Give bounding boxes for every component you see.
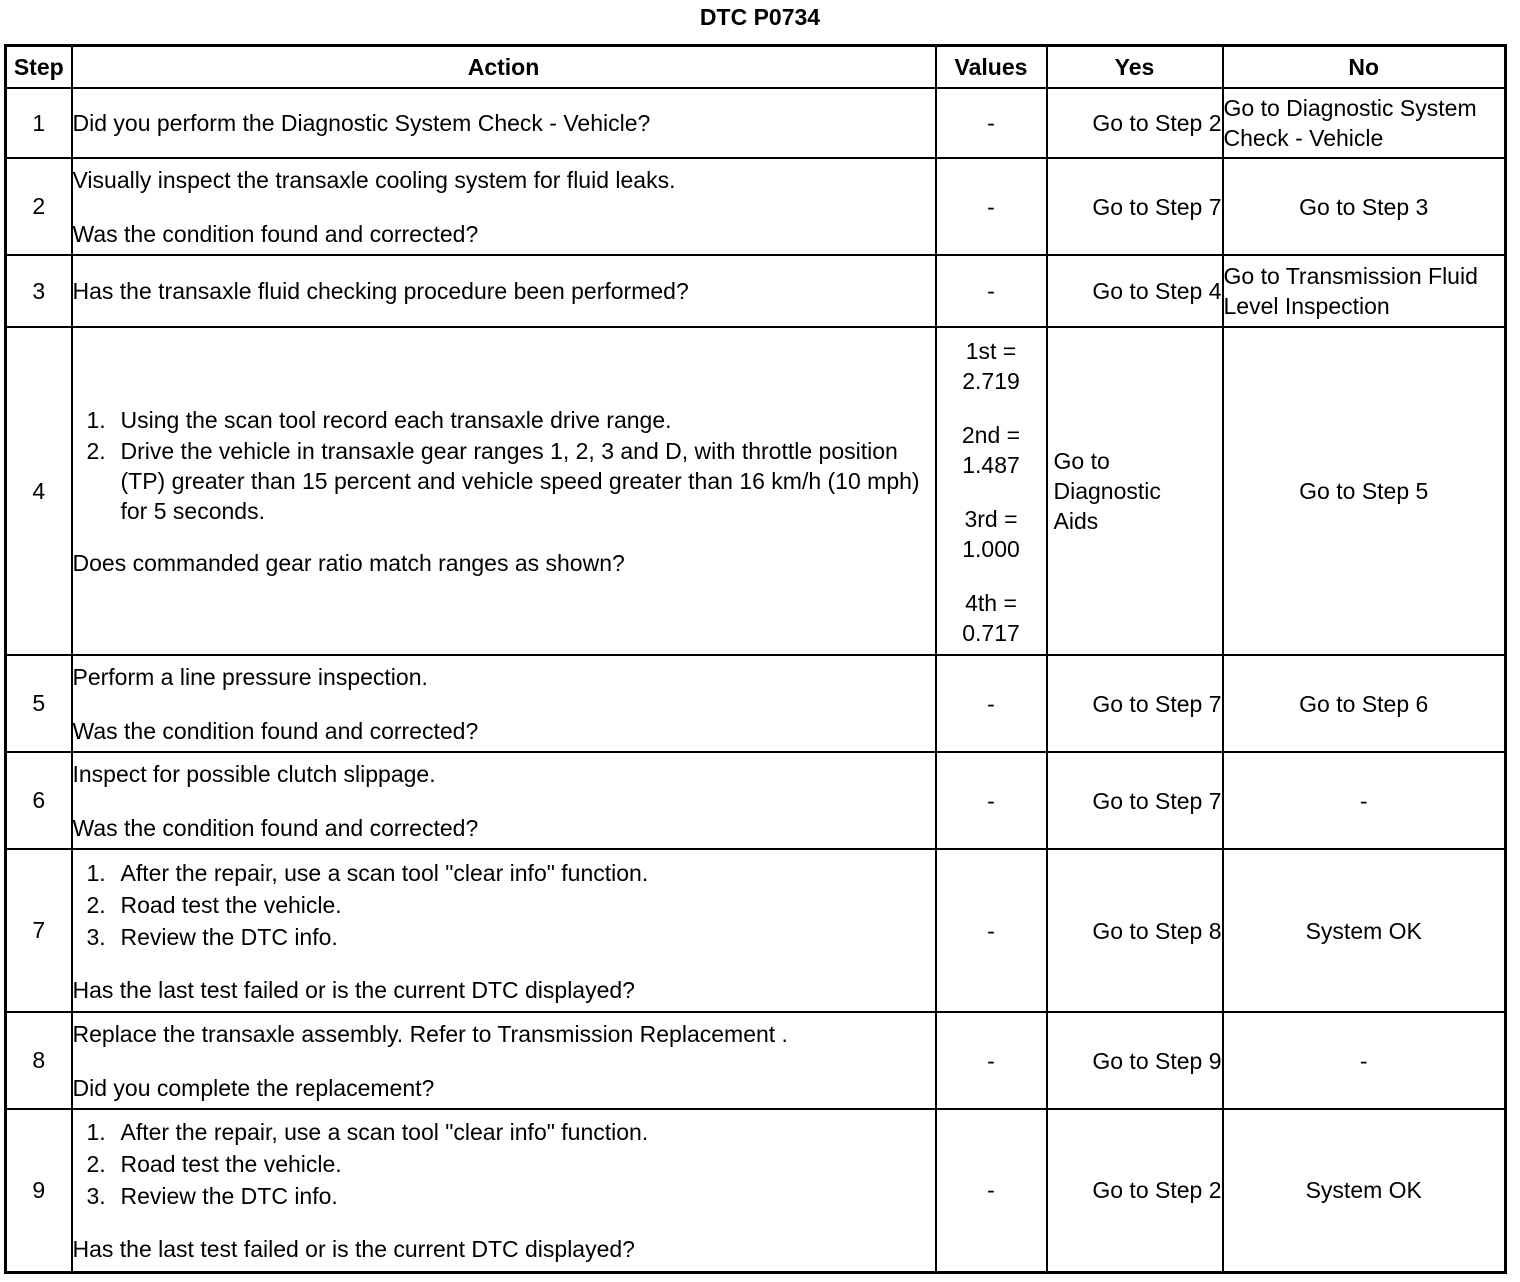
- step-number: 8: [6, 1012, 72, 1109]
- action-cell: [72, 752, 936, 849]
- no-cell: Go to Step 6: [1223, 655, 1506, 752]
- action-cell: [72, 1012, 936, 1109]
- yes-cell: Go to Step 4: [1047, 255, 1223, 327]
- header-values: Values: [936, 46, 1047, 89]
- step-number: 3: [6, 255, 72, 327]
- values-cell: -: [936, 158, 1047, 255]
- table-row: [6, 849, 1506, 1012]
- list-text: Road test the vehicle.: [120, 891, 342, 918]
- action-text: Inspect for possible clutch slippage.: [72, 760, 436, 787]
- action-text: Did you perform the Diagnostic System Check - Vehicle?: [72, 110, 651, 136]
- list-number: 1.: [86, 407, 106, 433]
- list-item: [73, 1180, 935, 1212]
- action-question: Does commanded gear ratio match ranges as shown?: [72, 550, 625, 576]
- values-cell: [936, 327, 1047, 655]
- action-text: Visually inspect the transaxle cooling system for fluid leaks.: [72, 166, 676, 193]
- action-cell: [72, 255, 936, 327]
- list-text: Review the DTC info.: [120, 1183, 338, 1210]
- action-cell: [72, 158, 936, 255]
- action-text: Perform a line pressure inspection.: [72, 663, 428, 690]
- action-steps-list: [73, 404, 935, 526]
- yes-cell: Go to Step 8: [1047, 849, 1223, 1012]
- values-cell: -: [936, 1012, 1047, 1109]
- table-row: [6, 327, 1506, 655]
- step-number: 6: [6, 752, 72, 849]
- list-text: Using the scan tool record each transaxle drive range.: [120, 407, 672, 433]
- list-text: Road test the vehicle.: [120, 1151, 342, 1178]
- step-number: 7: [6, 849, 72, 1012]
- header-row: [6, 46, 1506, 89]
- list-item: [73, 404, 935, 436]
- gear-ratio-value: 3rd = 1.000: [962, 506, 1020, 562]
- action-question: Was the condition found and corrected?: [72, 814, 479, 841]
- action-steps-list: [73, 1116, 935, 1212]
- table-row: [6, 158, 1506, 255]
- diagnostic-table: [4, 44, 1507, 1274]
- list-number: 1.: [86, 1119, 106, 1146]
- yes-cell: Go to Step 7: [1047, 752, 1223, 849]
- header-yes: Yes: [1047, 46, 1223, 89]
- list-number: 2.: [86, 1151, 106, 1178]
- list-text: After the repair, use a scan tool "clear info" function.: [120, 859, 649, 886]
- header-no: No: [1223, 46, 1506, 89]
- no-cell: Go to Step 3: [1223, 158, 1506, 255]
- list-text: Drive the vehicle in transaxle gear ranges 1, 2, 3 and D, with throttle position (TP) greater than 15 percent and vehicle speed greater than 16 km/h (10 mph) for 5 seconds.: [120, 438, 920, 524]
- no-cell: Go to Transmission Fluid Level Inspection: [1223, 255, 1506, 327]
- yes-cell: Go to Step 2: [1047, 88, 1223, 158]
- no-cell: -: [1223, 1012, 1506, 1109]
- action-steps-list: [73, 857, 935, 953]
- list-item: [73, 857, 935, 889]
- table-row: [6, 88, 1506, 158]
- action-question: Did you complete the replacement?: [72, 1074, 435, 1101]
- action-question: Has the last test failed or is the current DTC displayed?: [72, 976, 635, 1003]
- action-cell: [72, 327, 936, 655]
- step-number: 5: [6, 655, 72, 752]
- table-row: [6, 1109, 1506, 1272]
- step-number: 9: [6, 1109, 72, 1272]
- gear-ratio-value: 2nd = 1.487: [961, 422, 1021, 478]
- table-row: [6, 655, 1506, 752]
- no-cell: Go to Diagnostic System Check - Vehicle: [1223, 88, 1506, 158]
- action-text: Replace the transaxle assembly. Refer to Transmission Replacement .: [72, 1020, 788, 1047]
- yes-cell: Go to Step 2: [1047, 1109, 1223, 1272]
- list-number: 2.: [86, 891, 106, 918]
- action-question: Was the condition found and corrected?: [72, 717, 479, 744]
- list-number: 2.: [86, 438, 106, 464]
- no-cell: System OK: [1223, 849, 1506, 1012]
- step-number: 4: [6, 327, 72, 655]
- gear-ratio-value: 1st = 2.719: [962, 338, 1020, 394]
- list-item: [73, 921, 935, 953]
- values-cell: -: [936, 88, 1047, 158]
- yes-cell: Go to Step 7: [1047, 158, 1223, 255]
- no-cell: Go to Step 5: [1223, 327, 1506, 655]
- list-number: 1.: [86, 859, 106, 886]
- yes-cell: Go to Step 9: [1047, 1012, 1223, 1109]
- gear-ratio-value: 4th = 0.717: [962, 590, 1020, 646]
- values-cell: -: [936, 849, 1047, 1012]
- action-cell: [72, 88, 936, 158]
- action-cell: [72, 849, 936, 1012]
- step-number: 2: [6, 158, 72, 255]
- list-item: [73, 1148, 935, 1180]
- list-text: After the repair, use a scan tool "clear info" function.: [120, 1119, 649, 1146]
- values-cell: -: [936, 255, 1047, 327]
- page-title: DTC P0734: [699, 4, 821, 30]
- table-row: [6, 255, 1506, 327]
- list-number: 3.: [86, 923, 106, 950]
- yes-cell: Go to Step 7: [1047, 655, 1223, 752]
- action-cell: [72, 655, 936, 752]
- list-item: [73, 436, 935, 526]
- list-number: 3.: [86, 1183, 106, 1210]
- table-row: [6, 1012, 1506, 1109]
- header-action: Action: [72, 46, 936, 89]
- list-item: [73, 1116, 935, 1148]
- table-row: [6, 752, 1506, 849]
- values-cell: -: [936, 1109, 1047, 1272]
- action-cell: [72, 1109, 936, 1272]
- yes-cell: Go to Diagnostic Aids: [1047, 327, 1223, 655]
- values-cell: -: [936, 752, 1047, 849]
- list-text: Review the DTC info.: [120, 923, 338, 950]
- header-step: Step: [6, 46, 72, 89]
- action-text: Has the transaxle fluid checking procedure been performed?: [72, 278, 689, 304]
- action-question: Has the last test failed or is the current DTC displayed?: [72, 1236, 635, 1263]
- no-cell: -: [1223, 752, 1506, 849]
- no-cell: System OK: [1223, 1109, 1506, 1272]
- values-cell: -: [936, 655, 1047, 752]
- step-number: 1: [6, 88, 72, 158]
- list-item: [73, 889, 935, 921]
- action-question: Was the condition found and corrected?: [72, 220, 479, 247]
